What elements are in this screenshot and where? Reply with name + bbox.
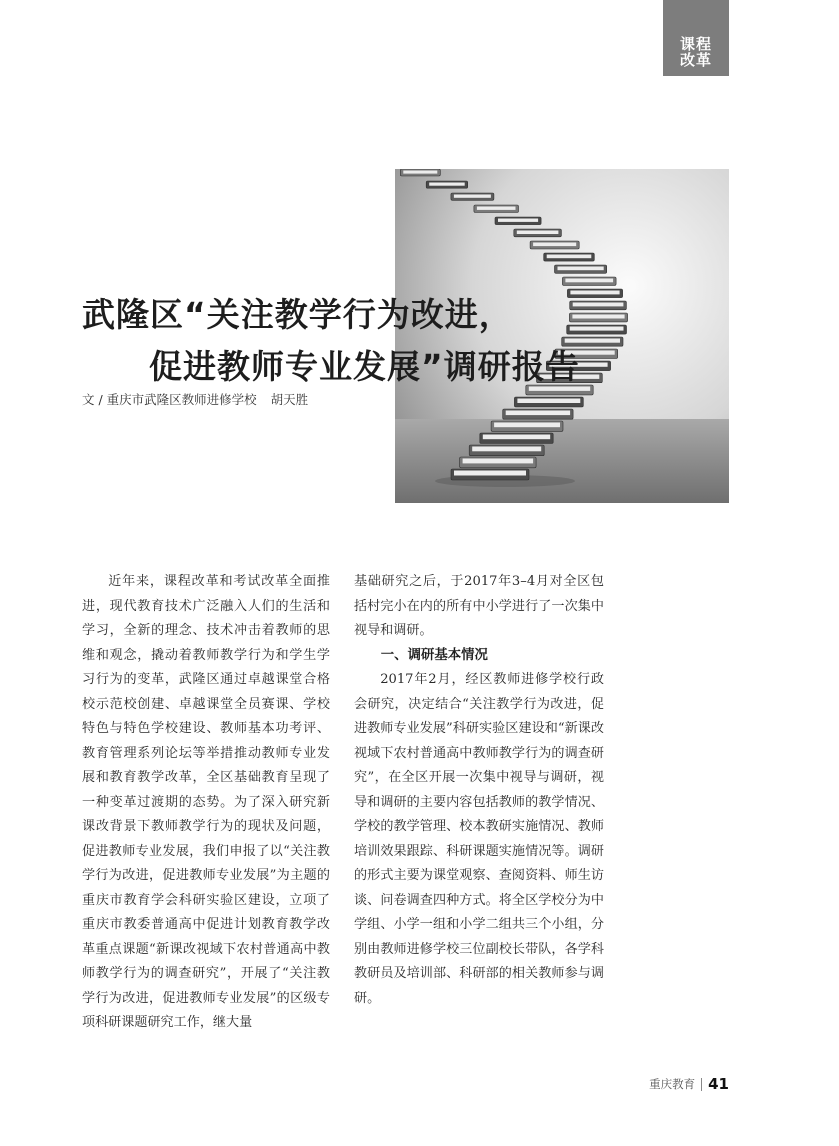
book-pages: [403, 171, 437, 174]
section-tag-line1: 课程: [679, 35, 712, 53]
intro-paragraph: 近年来，课程改革和考试改革全面推进，现代教育技术广泛融入人们的生活和学习，全新的理念、技术冲击着教师的思维和观念，撬动着教师教学行为和学生学习行为的变革，武隆区通过卓越课堂合格校示范校创建、卓越课堂全员赛课、学校特色与特色学校建设、教师基本功考评、教育管理系列论坛等举措推动教师专业发展和教育教学改革，全区基础教育呈现了一种变革过渡期的态势。为了深入研究新课改背景下教师教学行为的现状及问题，促进教师专业发展，我们申报了以“关注教学行为改进，促进教师专业发展”为主题的重庆市教育学会科研实验区建设，立项了重庆市教委普通高中促进计划教育教学改革重点课题“新课改视域下农村普通高中教师教学行为的调查研究”，开展了“关注教学行为改进，促进教师专业发展”的区级专项科研课题研究工作，继大量: [82, 574, 330, 1030]
section-tag: [663, 0, 729, 76]
book-pages: [483, 435, 550, 440]
footer-divider: [701, 1078, 702, 1091]
book-pages: [454, 195, 491, 198]
page-footer: [649, 1075, 729, 1093]
byline-affiliation: 文 / 重庆市武隆区教师进修学校: [82, 392, 257, 407]
book-pages: [429, 183, 465, 186]
body-column-right: [354, 570, 604, 1011]
survey-overview-paragraph: 2017年2月，经区教师进修学校行政会研究，决定结合“关注教学行为改进，促进教师专业发展”科研实验区建设和“新课改视域下农村普通高中教师教学行为的调查研究”，在全区开展一次集中视导与调研，视导和调研的主要内容包括教师的教学情况、学校的教学管理、校本教研实施情况、教师培训效果跟踪、科研课题实施情况等。调研的形式主要为课堂观察、查阅资料、师生访谈、问卷调查四种方式。将全区学校分为中学组、小学一组和小学二组共三个小组，分别由教师进修学校三位副校长带队，各学科教研员及培训部、科研部的相关教师参与调研。: [354, 672, 604, 1006]
book-pages: [547, 255, 592, 259]
book-pages: [506, 411, 570, 416]
title-line-1: 武隆区“关注教学行为改进，: [82, 295, 513, 334]
book-pages: [498, 219, 538, 222]
article-title: [82, 289, 642, 393]
book-pages: [454, 471, 526, 476]
book-pages: [517, 399, 580, 404]
book-pages: [558, 267, 604, 271]
title-line-2: 促进教师专业发展”调研报告: [149, 347, 580, 386]
byline-author: 胡天胜: [270, 392, 309, 407]
intro-paragraph-continued: 基础研究之后，于2017年3–4月对全区包括村完小在内的所有中小学进行了一次集中视导和调研。: [354, 574, 604, 638]
section-heading: 一、调研基本情况: [380, 647, 488, 663]
byline: [82, 390, 308, 408]
book-pages: [477, 207, 516, 210]
page-number: 41: [708, 1075, 729, 1093]
body-column-left: [82, 570, 330, 1036]
section-tag-line2: 改革: [679, 51, 712, 69]
book-pages: [517, 231, 559, 235]
book-pages: [533, 243, 576, 247]
book-pages: [565, 279, 613, 283]
book-pages: [472, 447, 541, 452]
magazine-name: 重庆教育: [649, 1077, 696, 1091]
book-pages: [494, 423, 560, 428]
book-pages: [463, 459, 533, 464]
